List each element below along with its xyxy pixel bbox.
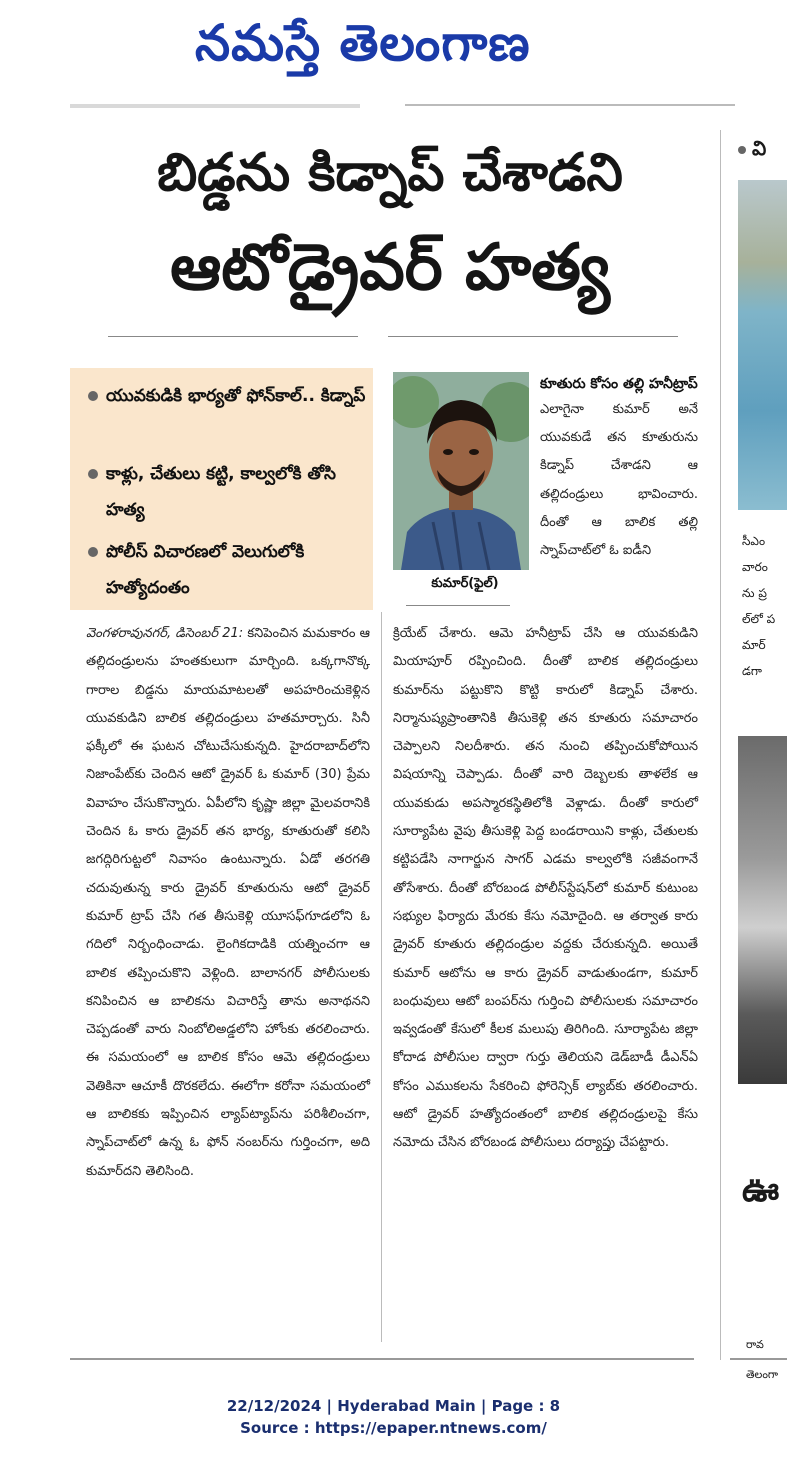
adjacent-small-text: రావ: [746, 1338, 764, 1351]
bullet-icon: [88, 391, 98, 401]
dateline: వెంగళరావునగర్, డిసెంబర్ 21:: [86, 626, 244, 641]
adjacent-text: ల్‌లో ప: [742, 612, 776, 626]
side-subhead: కూతురు కోసం తల్లి హనీట్రాప్: [540, 376, 698, 392]
adjacent-photo-2: [738, 736, 787, 1084]
headline-line2: ఆటోడ్రైవర్ హత్య: [170, 231, 610, 305]
highlight-text: పోలీస్ విచారణలో వెలుగులోకి హత్యోదంతం: [106, 542, 305, 598]
highlight-text: కాళ్లు, చేతులు కట్టి, కాల్వలోకి తోసి హత్య: [106, 464, 336, 520]
adjacent-photo-1: [738, 180, 787, 510]
headline-underline-right: [388, 336, 678, 337]
headline-underline-left: [108, 336, 358, 337]
highlight-item: [88, 534, 368, 606]
bullet-icon: [738, 146, 746, 154]
bullet-icon: [88, 469, 98, 479]
adjacent-text: వారం: [742, 560, 768, 574]
adjacent-text: మార్: [742, 638, 766, 652]
highlights-box: [70, 368, 373, 610]
adjacent-text: సీఎం: [742, 534, 766, 548]
masthead-title: నమస్తే తెలంగాణ: [195, 14, 531, 72]
bottom-rule: [70, 1358, 694, 1360]
adjacent-article-strip: [738, 100, 787, 1400]
adjacent-big-heading: ఊ: [742, 1170, 780, 1210]
top-rule-right: [405, 104, 735, 106]
kumar-photo: [393, 372, 529, 570]
caption-rule: [406, 605, 510, 606]
article-column-2: [393, 620, 698, 1158]
highlight-item: [88, 378, 368, 414]
photo-caption: కుమార్(ఫైల్): [431, 576, 499, 591]
article-column-1: [86, 620, 370, 1186]
right-column-divider: [720, 130, 721, 1360]
top-rule-left: [70, 104, 360, 108]
highlight-text: యువకుడికి భార్యతో ఫోన్‌కాల్.. కిడ్నాప్: [106, 386, 366, 406]
bullet-icon: [88, 547, 98, 557]
adjacent-small-text: తెలంగా: [746, 1368, 779, 1381]
adjacent-small-text-block: [746, 1330, 787, 1390]
adjacent-bullet: [738, 136, 766, 165]
footer-source-link[interactable]: Source : https://epaper.ntnews.com/: [240, 1419, 547, 1437]
adjacent-text: ను ప్ర: [742, 586, 767, 600]
highlight-item: [88, 456, 368, 528]
adjacent-text-block: [742, 528, 787, 684]
portrait-icon: [393, 372, 529, 570]
footer-date-edition: 22/12/2024 | Hyderabad Main | Page : 8: [226, 1397, 561, 1415]
article-body-1: కనిపెంచిన మమకారం ఆ తల్లిదండ్రులను హంతకులుగా మార్చింది. ఒక్కగానొక్క గారాల బిడ్డను మాయమాటలతో అపహరించుకెళ్లిన యువకుడిని బాలిక తల్లిదండ్రులు హతమార్చారు. సినీ ఫక్కీలో ఈ ఘటన చోటుచేసుకున్నది. హైదరాబాద్‌లోని నిజాంపేట్‌కు చెందిన ఆటో డ్రైవర్ ఓ కుమార్ (30) ప్రేమ వివాహం చేసుకొన్నారు. ఏపీలోని కృష్ణా జిల్లా మైలవరానికి చెందిన ఓ కారు డ్రైవర్ తన భార్య, కూతురుతో కలిసి జగద్గిరిగుట్టలో నివాసం ఉంటున్నారు. ఏడో తరగతి చదువుతున్న కారు డ్రైవర్ కూతురును ఆటో డ్రైవర్ కుమార్ ట్రాప్ చేసి గత తీసుకెళ్లి యూసఫ్‌గూడలోని ఓ గదిలో నిర్బంధించాడు. లైంగికదాడికి యత్నించగా ఆ బాలిక తప్పించుకొని వెళ్లింది. బాలానగర్ పోలీసులకు కనిపించిన ఆ బాలికను విచారిస్తే తాను అనాథనని చెప్పడంతో వారు నింబోలిఅడ్డలోని హోంకు తరలించారు. ఈ సమయంలో ఆ బాలిక కోసం ఆమె తల్లిదండ్రులు వెతికినా ఆచూకీ దొరకలేదు. ఈలోగా కరోనా సమయంలో ఆ బాలికకు ఇప్పించిన ల్యాప్‌ట్యాప్‌ను పరిశీలించగా, స్నాప్‌చాట్‌లో ఉన్న ఓ ఫోన్ నంబర్‌ను గుర్తించగా, అది కుమార్‌దని తెలిసింది.: [86, 626, 370, 1179]
article-body-2: క్రియేట్ చేశారు. ఆమె హనీట్రాప్ చేసి ఆ యువకుడిని మియాపూర్ రప్పించింది. దీంతో బాలిక తల్లిదండ్రులు కుమార్‌ను పట్టుకొని కొట్టి కారులో కిడ్నాప్ చేశారు. నిర్మానుష్యప్రాంతానికి తీసుకెళ్లి తన కూతురు సమాచారం చెప్పాలని నిలదీశారు. తన నుంచి తప్పించుకోపోయిన విషయాన్ని చెప్పాడు. దీంతో వారి దెబ్బలకు తాళలేక ఆ యువకుడు అపస్మారకస్థితిలోకి వెళ్లాడు. దీంతో కారులో సూర్యాపేట వైపు తీసుకెళ్లి పెద్ద బండరాయిని కాళ్లు, చేతులకు కట్టిపడేసి నాగార్జున సాగర్ ఎడమ కాల్వలోకి సజీవంగానే తోసేశారు. దీంతో బోరబండ పోలీస్‌స్టేషన్‌లో కుమార్ కుటుంబ సభ్యుల ఫిర్యాదు మేరకు కేసు నమోదైంది. ఆ తర్వాత కారు డ్రైవర్ కూతురు తల్లిదండ్రుల వద్దకు చేరుకున్నది. అయితే కుమార్ ఆటోను ఆ కారు డ్రైవర్ వాడుతుండగా, కుమార్ బంధువులు ఆటో బంపర్‌ను గుర్తించి పోలీసులకు సమాచారం ఇవ్వడంతో కేసులో కీలక మలుపు తిరిగింది. సూర్యాపేట జిల్లా కోదాడ పోలీసుల ద్వారా గుర్తు తెలియని డెడ్‌బాడీ డీఎన్ఏ కోసం ఎముకలను సేకరించి ఫోరెన్సిక్ ల్యాబ్‌కు తరలించారు. ఆటో డ్రైవర్ హత్యోదంతంలో బాలిక తల్లిదండ్రులపై కేసు నమోదు చేసిన బోరబండ పోలీసులు దర్యాప్తు చేపట్టారు.: [393, 626, 698, 1151]
side-paragraph: ఎలాగైనా కుమార్ అనే యువకుడే తన కూతురును కిడ్నాప్ చేశాడని ఆ తల్లిదండ్రులు భావించారు. దీంతో ఆ బాలిక తల్లి స్నాప్‌చాట్‌లో ఓ ఐడీని: [540, 402, 698, 559]
side-column: [540, 372, 698, 565]
footer: [0, 1395, 787, 1439]
adjacent-text: డగా: [742, 664, 762, 678]
column-divider: [381, 612, 382, 1342]
headline-line1: బిడ్డను కిడ్నాప్ చేశాడని: [157, 143, 623, 203]
adjacent-bullet-text: వి: [752, 136, 767, 160]
